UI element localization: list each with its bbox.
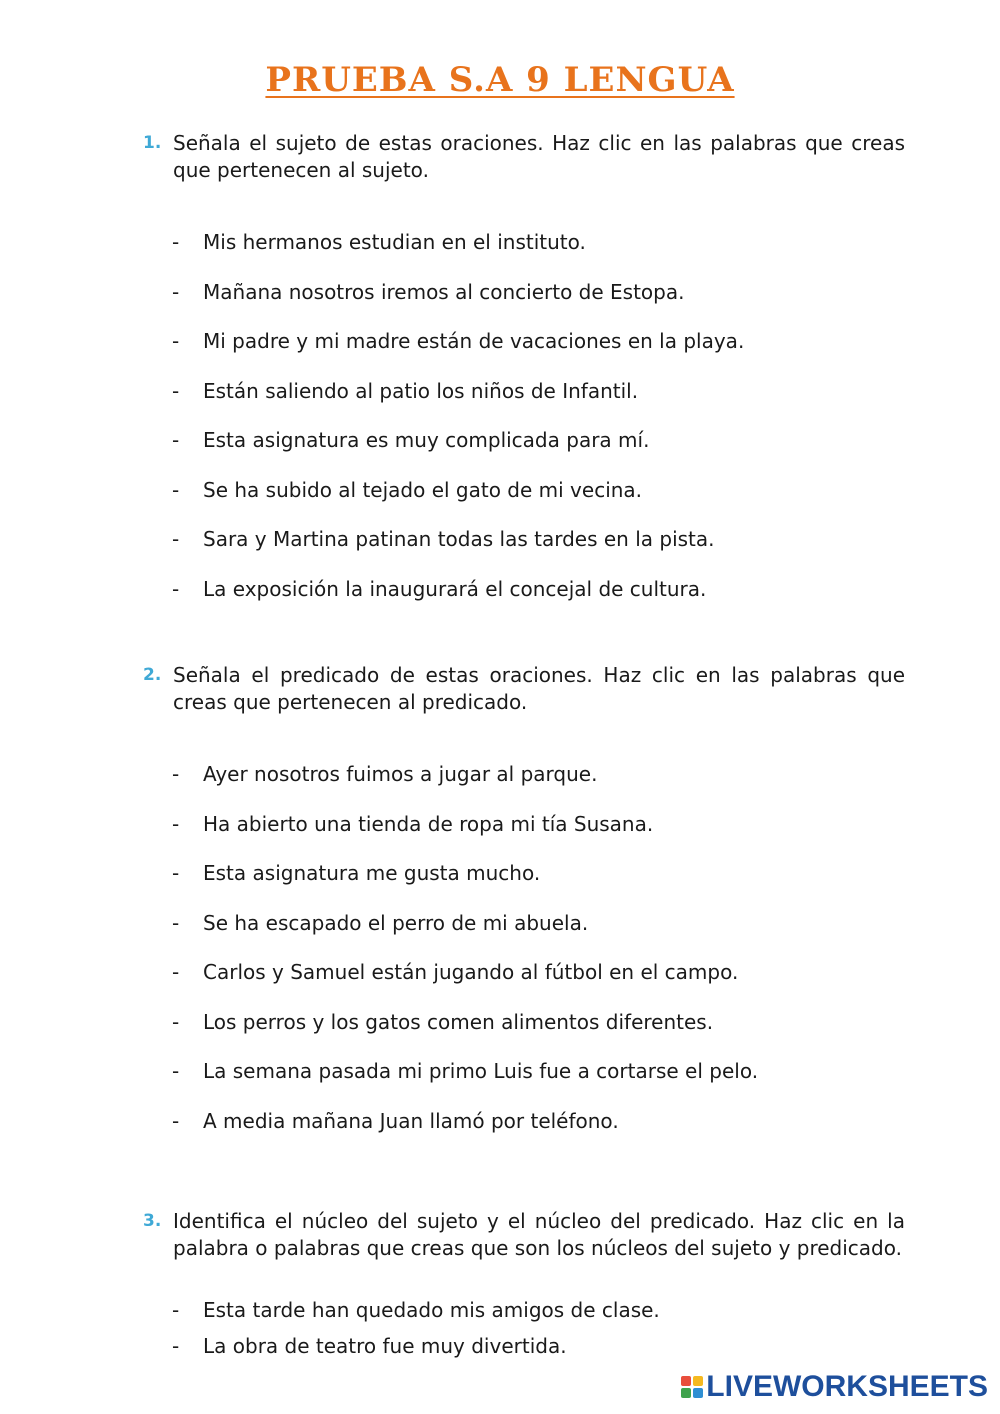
logo-square-blue	[693, 1388, 703, 1398]
dash-bullet: -	[172, 1298, 180, 1322]
sentence-text[interactable]: Ayer nosotros fuimos a jugar al parque.	[203, 762, 598, 786]
dash-bullet: -	[172, 762, 180, 786]
sentence-item[interactable]	[172, 526, 715, 552]
sentence-item[interactable]	[172, 576, 706, 602]
dash-bullet: -	[172, 861, 180, 885]
sentence-text[interactable]: Los perros y los gatos comen alimentos diferentes.	[203, 1010, 714, 1034]
dash-bullet: -	[172, 812, 180, 836]
sentence-item[interactable]	[172, 1009, 713, 1035]
sentence-text[interactable]: Esta asignatura me gusta mucho.	[203, 861, 541, 885]
sentence-item[interactable]	[172, 477, 642, 503]
sentence-text[interactable]: La exposición la inaugurará el concejal de cultura.	[203, 577, 707, 601]
sentence-text[interactable]: Sara y Martina patinan todas las tardes en la pista.	[203, 527, 715, 551]
sentence-item[interactable]	[172, 427, 649, 453]
sentence-item[interactable]	[172, 279, 684, 305]
dash-bullet: -	[172, 911, 180, 935]
sentence-item[interactable]	[172, 229, 586, 255]
question-text: Identifica el núcleo del sujeto y el núcleo del predicado. Haz clic en la palabra o palabras que creas que son los núcleos del sujeto y predicado.	[173, 1209, 905, 1260]
sentence-text[interactable]: Están saliendo al patio los niños de Infantil.	[203, 379, 639, 403]
sentence-item[interactable]	[172, 959, 738, 985]
dash-bullet: -	[172, 960, 180, 984]
sentence-text[interactable]: Esta asignatura es muy complicada para mí.	[203, 428, 650, 452]
question-number: 2.	[143, 665, 162, 685]
question-3	[143, 1208, 905, 1261]
dash-bullet: -	[172, 1334, 180, 1358]
liveworksheets-logo	[681, 1370, 988, 1404]
dash-bullet: -	[172, 230, 180, 254]
dash-bullet: -	[172, 280, 180, 304]
sentence-item[interactable]	[172, 761, 597, 787]
sentence-text[interactable]: Mi padre y mi madre están de vacaciones en la playa.	[203, 329, 745, 353]
page-title: PRUEBA S.A 9 LENGUA	[265, 60, 735, 100]
sentence-text[interactable]: Esta tarde han quedado mis amigos de clase.	[203, 1298, 660, 1322]
dash-bullet: -	[172, 379, 180, 403]
sentence-text[interactable]: La obra de teatro fue muy divertida.	[203, 1334, 567, 1358]
dash-bullet: -	[172, 1109, 180, 1133]
sentence-item[interactable]	[172, 328, 744, 354]
sentence-item[interactable]	[172, 811, 653, 837]
sentence-text[interactable]: Se ha subido al tejado el gato de mi vecina.	[203, 478, 643, 502]
sentence-item[interactable]	[172, 1058, 758, 1084]
sentence-item[interactable]	[172, 910, 588, 936]
question-text: Señala el sujeto de estas oraciones. Haz clic en las palabras que creas que pertenecen al sujeto.	[173, 131, 905, 182]
question-number: 3.	[143, 1211, 162, 1231]
sentence-text[interactable]: Mañana nosotros iremos al concierto de Estopa.	[203, 280, 685, 304]
sentence-text[interactable]: Ha abierto una tienda de ropa mi tía Susana.	[203, 812, 654, 836]
sentence-text[interactable]: A media mañana Juan llamó por teléfono.	[203, 1109, 619, 1133]
question-1	[143, 130, 905, 183]
sentence-text[interactable]: Carlos y Samuel están jugando al fútbol en el campo.	[203, 960, 739, 984]
brand-name: LIVEWORKSHEETS	[706, 1370, 988, 1403]
dash-bullet: -	[172, 577, 180, 601]
sentence-item[interactable]	[172, 1333, 567, 1359]
dash-bullet: -	[172, 1059, 180, 1083]
dash-bullet: -	[172, 478, 180, 502]
logo-square-red	[681, 1376, 691, 1386]
logo-square-green	[681, 1388, 691, 1398]
question-number: 1.	[143, 133, 162, 153]
sentence-item[interactable]	[172, 860, 540, 886]
sentence-text[interactable]: La semana pasada mi primo Luis fue a cortarse el pelo.	[203, 1059, 759, 1083]
question-text: Señala el predicado de estas oraciones. Haz clic en las palabras que creas que pertenecen al predicado.	[173, 663, 905, 714]
logo-square-yellow	[693, 1376, 703, 1386]
question-2	[143, 662, 905, 715]
sentence-text[interactable]: Mis hermanos estudian en el instituto.	[203, 230, 586, 254]
sentence-item[interactable]	[172, 378, 638, 404]
sentence-text[interactable]: Se ha escapado el perro de mi abuela.	[203, 911, 589, 935]
dash-bullet: -	[172, 329, 180, 353]
dash-bullet: -	[172, 428, 180, 452]
dash-bullet: -	[172, 1010, 180, 1034]
dash-bullet: -	[172, 527, 180, 551]
sentence-item[interactable]	[172, 1108, 619, 1134]
liveworksheets-logo-icon	[681, 1376, 703, 1398]
sentence-item[interactable]	[172, 1297, 660, 1323]
